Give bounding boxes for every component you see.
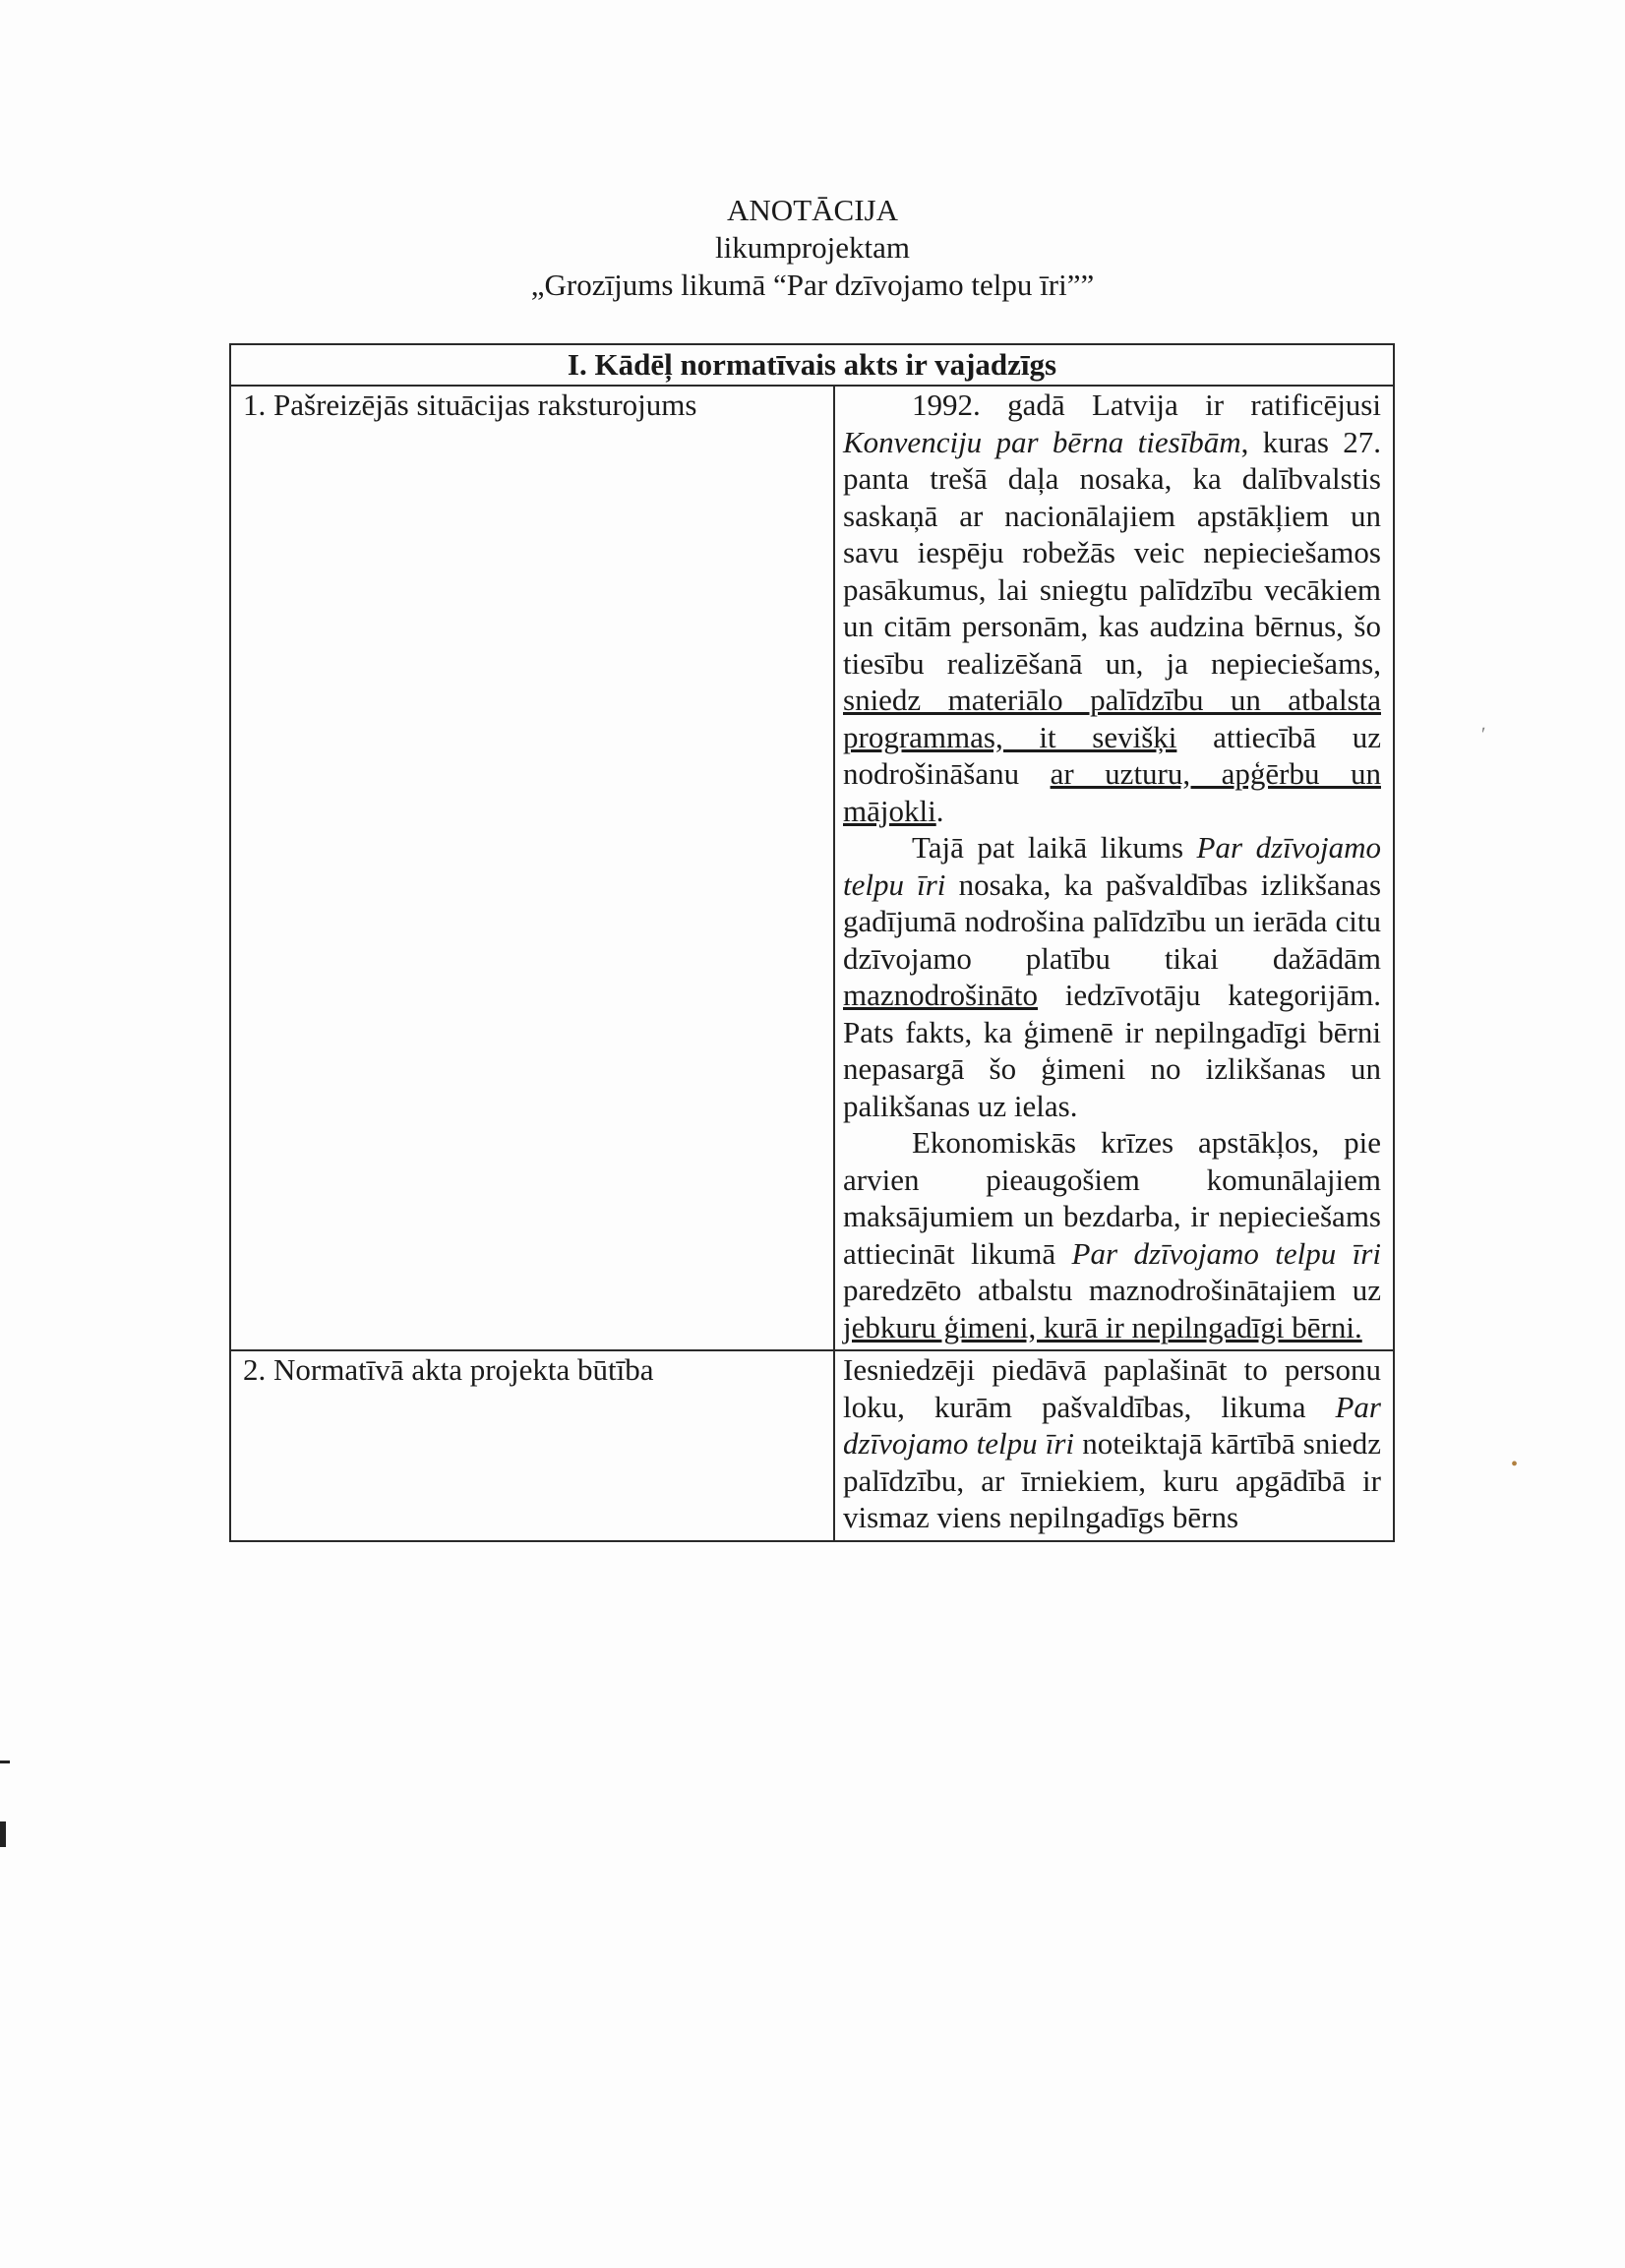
text-run: Tajā pat laikā likums xyxy=(912,830,1197,865)
row-content xyxy=(834,386,1394,1350)
text-run: paredzēto atbalstu maznodrošinātajiem uz xyxy=(843,1273,1381,1307)
text-run: attiecībā uz nodrošināšanu xyxy=(843,719,1382,791)
margin-mark: ʹ xyxy=(1481,724,1486,746)
scan-edge-mark xyxy=(0,1821,6,1847)
table-row xyxy=(230,1350,1394,1541)
underlined-text: sniedz materiālo palīdzību un atbalsta programmas, it sevišķi xyxy=(843,683,1381,754)
document-title: ANOTĀCIJA xyxy=(727,193,898,227)
italic-text: Par dzīvojamo telpu īri xyxy=(843,830,1382,902)
document-subtitle: likumprojektam xyxy=(714,230,911,265)
table-row xyxy=(230,386,1394,1350)
italic-text: Par dzīvojamo telpu īri xyxy=(1071,1235,1381,1271)
text-run: Ekonomiskās krīzes apstākļos, pie arvien pieaugošiem komunālajiem maksājumiem un bezdarba, ir nepieciešams attiecināt likumā xyxy=(843,1125,1381,1271)
row-label: 2. Normatīvā akta projekta būtība xyxy=(230,1350,834,1541)
annotation-table xyxy=(229,343,1395,1542)
text-run: iedzīvotāju kategorijām. Pats fakts, ka ģimenē ir nepilngadīgi bērni nepasargā šo ģimeni no izlikšanas un palikšanas uz ielas. xyxy=(843,978,1381,1123)
text-run: Iesniedzēji piedāvā paplašināt to personu loku, kurām pašvaldības, likuma xyxy=(843,1352,1381,1424)
text-run: nosaka, ka pašvaldības izlikšanas gadījumā nodrošina palīdzību un ierāda citu dzīvojamo platību tikai dažādām xyxy=(843,866,1382,976)
scan-edge-mark xyxy=(0,1761,10,1763)
paragraph xyxy=(843,387,1381,829)
text-run: 1992. gadā Latvija ir ratificējusi xyxy=(912,388,1381,422)
law-name: „Grozījums likumā “Par dzīvojamo telpu īri”” xyxy=(530,268,1095,302)
section-header-row xyxy=(230,344,1394,386)
italic-text: Par dzīvojamo telpu īri xyxy=(843,1389,1381,1461)
row-content xyxy=(834,1350,1394,1541)
underlined-text: maznodrošināto xyxy=(843,978,1039,1012)
section-title: I. Kādēļ normatīvais akts ir vajadzīgs xyxy=(230,344,1394,386)
title-block xyxy=(0,192,1625,304)
paragraph xyxy=(843,829,1381,1124)
text-run: . xyxy=(935,793,944,828)
italic-text: Konvenciju par bērna tiesībām xyxy=(843,424,1241,459)
paragraph xyxy=(843,1124,1381,1345)
text-run: , kuras 27. panta trešā daļa nosaka, ka dalībvalstis saskaņā ar nacionālajiem apstākļiem un savu iespēju robežās veic nepieciešamos pasākumus, lai sniegtu palīdzību vecākiem un citām personām, kas audzina bērnus, šo tiesību realizēšanā un, ja nepieciešams, xyxy=(843,424,1381,681)
margin-mark: • xyxy=(1511,1454,1519,1475)
underlined-text: ar uzturu, apģērbu un mājokli xyxy=(843,756,1381,828)
paragraph xyxy=(843,1351,1381,1536)
text-run: noteiktajā kārtībā sniedz palīdzību, ar īrniekiem, kuru apgādībā ir vismaz viens nepilngadīgs bērns xyxy=(843,1426,1381,1534)
underlined-text: jebkuru ģimeni, kurā ir nepilngadīgi bērni. xyxy=(843,1309,1362,1344)
row-label: 1. Pašreizējās situācijas raksturojums xyxy=(230,386,834,1350)
